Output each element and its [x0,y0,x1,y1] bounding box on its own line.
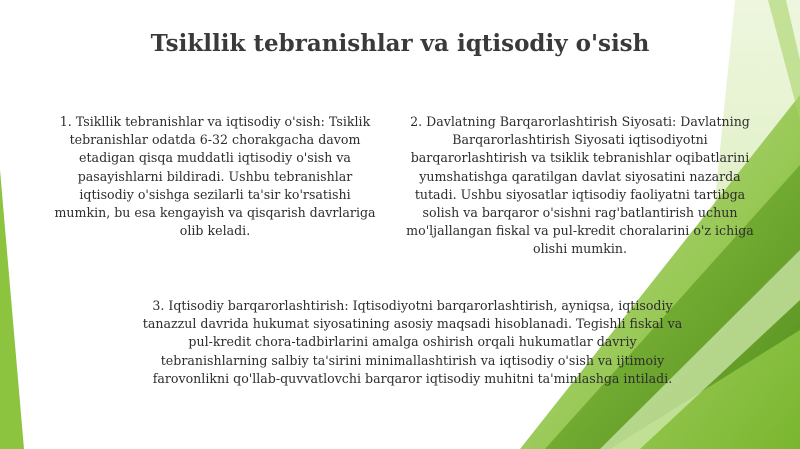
left-green-sliver [0,170,24,449]
paragraph-cyclical-fluctuations: 1. Tsikllik tebranishlar va iqtisodiy o'sish: Tsiklik tebranishlar odatda 6-32 chorakgacha davom etadigan qisqa muddatli iqtisodiy o'sish va pasayishlarni bildiradi. Ushbu tebranishlar iqtisodiy o'sishga sezilarli ta'sir ko'rsatishi mumkin, bu esa kengayish va qisqarish davrlariga olib keladi. [54,114,376,239]
paragraph-stabilization-policy: 2. Davlatning Barqarorlashtirish Siyosati: Davlatning Barqarorlashtirish Siyosati iqtisodiyotni barqarorlashtirish va tsiklik tebranishlar oqibatlarini yumshatishga qaratilgan davlat siyosatini nazarda tutadi. Ushbu siyosatlar iqtisodiy faoliyatni tartibga solish va barqaror o'sishni rag'batlantirish uchun mo'ljallangan fiskal va pul-kredit choralarini o'z ichiga olishi mumkin. [406,114,754,257]
slide-title: Tsikllik tebranishlar va iqtisodiy o'sish [150,30,650,57]
paragraph-economic-stabilization: 3. Iqtisodiy barqarorlashtirish: Iqtisodiyotni barqarorlashtirish, ayniqsa, iqtisodiy tanazzul davrida hukumat siyosatining asosiy maqsadi hisoblanadi. Tegishli fiskal va pul-kredit chora-tadbirlarini amalga oshirish orqali hukumatlar davriy tebranishlarning salbiy ta'sirini minimallashtirish va iqtisodiy o'sish va ijtimoiy farovonlikni qo'llab-quvvatlovchi barqaror iqtisodiy muhitni ta'minlashga intiladi. [142,298,683,386]
